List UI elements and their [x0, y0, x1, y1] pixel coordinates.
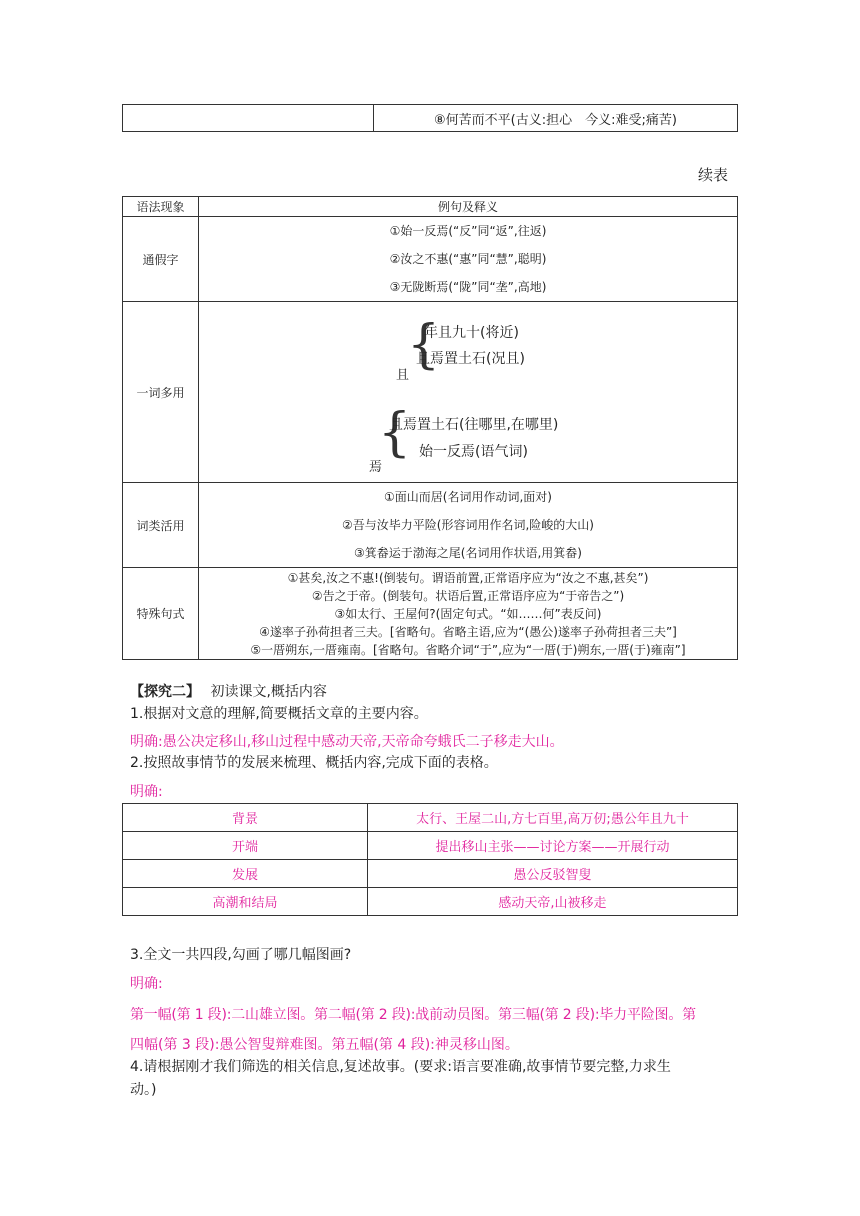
answer-3-label: 明确: — [130, 976, 163, 992]
teshu-line: ③如太行、王屋何?(固定句式。“如……何”表反问) — [334, 606, 602, 621]
teshu-line: ②告之于帝。(倒装句。状语后置,正常语序应为“于帝告之”) — [311, 588, 625, 603]
plot-content: 感动天帝,山被移走 — [368, 888, 738, 916]
header-phenomenon: 语法现象 — [123, 197, 199, 217]
qie-char: 且 — [396, 368, 410, 383]
top-table-cell-left — [123, 105, 374, 132]
section2-heading-bracket: 【探究二】 — [130, 684, 200, 700]
left-brace-icon: { — [407, 315, 441, 375]
yiciduoyong-cell — [199, 302, 738, 483]
plot-stage: 开端 — [123, 832, 368, 860]
yan-group — [369, 403, 629, 479]
question-1: 1.根据对文意的理解,简要概括文章的主要内容。 — [130, 706, 428, 722]
plot-stage: 高潮和结局 — [123, 888, 368, 916]
section2-heading-text: 初读课文,概括内容 — [210, 684, 327, 700]
continued-label: 续表 — [698, 166, 729, 184]
tongjiazi-line: ③无陇断焉(“陇”同“垄”,高地) — [389, 280, 547, 294]
cilei-label: 词类活用 — [123, 483, 199, 568]
tongjiazi-line: ②汝之不惠(“惠”同“慧”,聪明) — [389, 252, 547, 266]
yiciduoyong-label: 一词多用 — [123, 302, 199, 483]
question-4-line-2: 动。) — [130, 1082, 157, 1098]
section2-heading — [130, 681, 740, 701]
plot-content: 太行、王屋二山,方七百里,高万仞;愚公年且九十 — [368, 804, 738, 832]
question-4-line-1: 4.请根据刚才我们筛选的相关信息,复述故事。(要求:语言要准确,故事情节要完整,力求生 — [130, 1059, 671, 1075]
teshu-line: ①甚矣,汝之不惠!(倒装句。谓语前置,正常语序应为“汝之不惠,甚矣”) — [287, 570, 649, 585]
tongjiazi-cell — [199, 217, 738, 302]
grammar-table — [122, 196, 738, 660]
plot-stage: 发展 — [123, 860, 368, 888]
left-brace-icon: { — [378, 403, 412, 463]
tongjiazi-label: 通假字 — [123, 217, 199, 302]
yan-line-2: 始一反焉(语气词) — [419, 444, 528, 460]
answer-3-line-2: 四幅(第 3 段):愚公智叟辩难图。第五幅(第 4 段):神灵移山图。 — [130, 1037, 519, 1053]
teshu-line: ④遂率子孙荷担者三夫。[省略句。省略主语,应为“(愚公)遂率子孙荷担者三夫”] — [259, 624, 677, 639]
answer-1: 明确:愚公决定移山,移山过程中感动天帝,天帝命夸蛾氏二子移走大山。 — [130, 734, 564, 750]
answer-2-label: 明确: — [130, 784, 163, 800]
yan-line-1: 且焉置土石(往哪里,在哪里) — [389, 417, 559, 433]
teshu-label: 特殊句式 — [123, 568, 199, 660]
qie-line-2: 且焉置土石(况且) — [416, 351, 525, 367]
teshu-cell — [199, 568, 738, 660]
header-examples: 例句及释义 — [199, 197, 738, 217]
plot-content: 愚公反驳智叟 — [368, 860, 738, 888]
plot-stage: 背景 — [123, 804, 368, 832]
cilei-line: ②吾与汝毕力平险(形容词用作名词,险峻的大山) — [342, 518, 594, 532]
cilei-line: ①面山而居(名词用作动词,面对) — [384, 490, 552, 504]
question-2: 2.按照故事情节的发展来梳理、概括内容,完成下面的表格。 — [130, 755, 498, 771]
yan-char: 焉 — [369, 460, 383, 475]
answer-3-line-1: 第一幅(第 1 段):二山雄立图。第二幅(第 2 段):战前动员图。第三幅(第 2 段):毕力平险图。第 — [130, 1007, 696, 1023]
top-table-cell-right: ⑧何苦而不平(古义:担心 今义:难受;痛苦) — [374, 105, 738, 132]
qie-group — [396, 317, 596, 387]
plot-table — [122, 803, 738, 916]
plot-content: 提出移山主张——讨论方案——开展行动 — [368, 832, 738, 860]
tongjiazi-line: ①始一反焉(“反”同“返”,往返) — [389, 224, 547, 238]
cilei-line: ③箕畚运于渤海之尾(名词用作状语,用箕畚) — [354, 546, 582, 560]
question-3: 3.全文一共四段,勾画了哪几幅图画? — [130, 947, 352, 963]
teshu-line: ⑤一厝朔东,一厝雍南。[省略句。省略介词“于”,应为“一厝(于)朔东,一厝(于)雍南”] — [250, 642, 686, 657]
qie-line-1: 年且九十(将近) — [424, 325, 519, 341]
top-table-fragment — [122, 104, 738, 132]
cilei-cell — [199, 483, 738, 568]
